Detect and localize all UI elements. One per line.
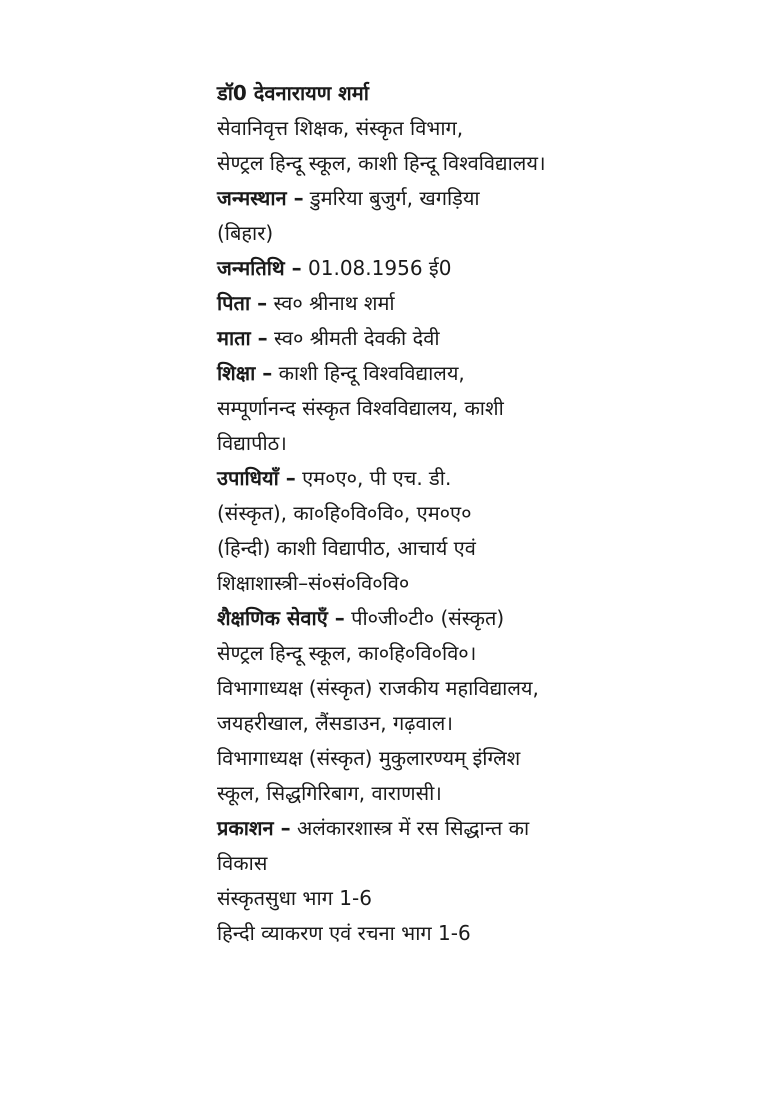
bio-line	[217, 251, 757, 286]
bio-line	[217, 706, 757, 741]
field-value: स्कूल, सिद्धगिरिबाग, वाराणसी।	[217, 781, 442, 805]
field-label: पिता –	[217, 291, 268, 315]
field-value: विकास	[217, 851, 268, 875]
field-value: सेवानिवृत्त शिक्षक, संस्कृत विभाग,	[217, 116, 464, 140]
field-label: जन्मस्थान –	[217, 186, 304, 210]
bio-line	[217, 636, 757, 671]
field-value: पी०जी०टी० (संस्कृत)	[344, 606, 505, 630]
field-value: सेण्ट्रल हिन्दू स्कूल, का०हि०वि०वि०।	[217, 641, 477, 665]
field-label: उपाधियाँ –	[217, 466, 296, 490]
bio-line	[217, 531, 757, 566]
field-value: विभागाध्यक्ष (संस्कृत) मुकुलारण्यम् इंग्लिश	[217, 746, 521, 770]
field-value: अलंकारशास्त्र में रस सिद्धान्त का	[290, 816, 530, 840]
bio-line	[217, 496, 757, 531]
field-value: 01.08.1956 ई0	[301, 256, 452, 280]
author-name: डॉ0 देवनारायण शर्मा	[217, 81, 369, 105]
field-value: (संस्कृत), का०हि०वि०वि०, एम०ए०	[217, 501, 472, 525]
bio-line	[217, 566, 757, 601]
field-value: काशी हिन्दू विश्वविद्यालय,	[272, 361, 465, 385]
field-value: हिन्दी व्याकरण एवं रचना भाग 1-6	[217, 921, 471, 945]
bio-line	[217, 461, 757, 496]
author-bio	[217, 76, 757, 951]
bio-line	[217, 391, 757, 426]
field-value: सेण्ट्रल हिन्दू स्कूल, काशी हिन्दू विश्वविद्यालय।	[217, 151, 546, 175]
bio-line	[217, 111, 757, 146]
bio-lines	[217, 111, 757, 951]
bio-line	[217, 426, 757, 461]
bio-line	[217, 811, 757, 846]
field-value: जयहरीखाल, लैंसडाउन, गढ़वाल।	[217, 711, 453, 735]
field-value: एम०ए०, पी एच. डी.	[295, 466, 452, 490]
bio-line	[217, 286, 757, 321]
bio-line	[217, 321, 757, 356]
bio-line	[217, 146, 757, 181]
bio-line	[217, 846, 757, 881]
bio-line	[217, 916, 757, 951]
field-label: शैक्षणिक सेवाएँ –	[217, 606, 345, 630]
field-value: संस्कृतसुधा भाग 1-6	[217, 886, 372, 910]
field-label: शिक्षा –	[217, 361, 273, 385]
field-label: माता –	[217, 326, 268, 350]
field-value: (हिन्दी) काशी विद्यापीठ, आचार्य एवं	[217, 536, 476, 560]
field-value: विद्यापीठ।	[217, 431, 287, 455]
bio-line	[217, 741, 757, 776]
field-value: स्व० श्रीमती देवकी देवी	[267, 326, 440, 350]
bio-line	[217, 356, 757, 391]
field-label: जन्मतिथि –	[217, 256, 302, 280]
field-value: स्व० श्रीनाथ शर्मा	[267, 291, 395, 315]
field-value: शिक्षाशास्त्री–सं०सं०वि०वि०	[217, 571, 410, 595]
field-value: डुमरिया बुजुर्ग, खगड़िया	[303, 186, 480, 210]
field-value: विभागाध्यक्ष (संस्कृत) राजकीय महाविद्यालय,	[217, 676, 539, 700]
field-value: (बिहार)	[217, 221, 274, 245]
bio-line	[217, 216, 757, 251]
field-label: प्रकाशन –	[217, 816, 291, 840]
bio-line	[217, 776, 757, 811]
bio-line	[217, 601, 757, 636]
bio-line	[217, 671, 757, 706]
field-value: सम्पूर्णानन्द संस्कृत विश्वविद्यालय, काशी	[217, 396, 504, 420]
bio-line	[217, 181, 757, 216]
bio-line	[217, 881, 757, 916]
